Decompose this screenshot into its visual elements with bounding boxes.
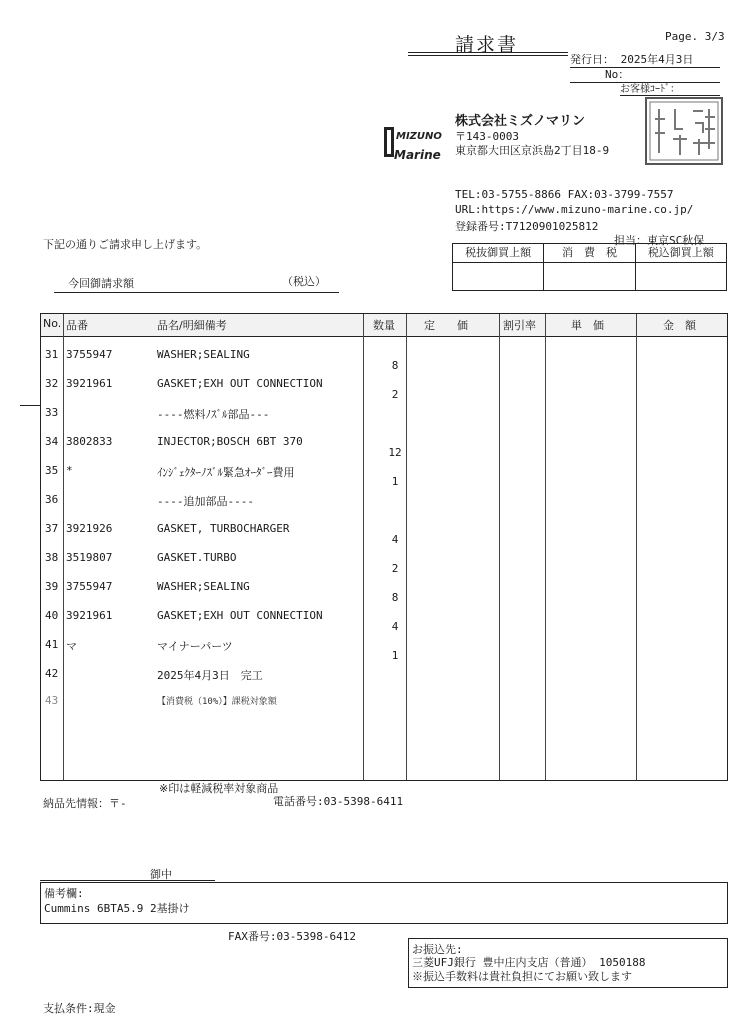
- summary-total-cell: [636, 244, 726, 290]
- delivery-phone: 電話番号:03-5398-6411: [273, 795, 404, 808]
- row-qty: 2: [391, 388, 399, 401]
- customer-code-row: [620, 80, 720, 96]
- row-code: 3921961: [66, 377, 113, 390]
- invoice-amount-underline: [54, 292, 339, 293]
- recipient-underline: [40, 880, 215, 881]
- row-no: 41: [45, 638, 59, 651]
- header-unit-price: 単 価: [571, 319, 604, 332]
- staff-in-charge: 担当：東京SC秋保: [614, 234, 705, 247]
- row-code: 3802833: [66, 435, 113, 448]
- company-tel-fax: TEL:03-5755-8866 FAX:03-3799-7557: [455, 188, 674, 201]
- title-underline-double: [408, 55, 568, 56]
- remarks-box: [40, 882, 728, 924]
- header-list-price: 定 価: [424, 319, 468, 332]
- bank-label: お振込先:: [412, 943, 463, 956]
- row-qty: 1: [391, 475, 399, 488]
- greeting-text: 下記の通りご請求申し上げます。: [43, 238, 208, 251]
- company-logo-icon: [384, 121, 442, 165]
- row-desc: GASKET.TURBO: [157, 551, 237, 564]
- margin-fold-mark: [20, 405, 40, 406]
- table-row: [41, 400, 727, 429]
- logo-text-top: MIZUNO: [396, 131, 442, 142]
- row-desc: GASKET;EXH OUT CONNECTION: [157, 377, 323, 390]
- header-discount: 割引率: [503, 319, 536, 332]
- delivery-fax: FAX番号:03-5398-6412: [228, 930, 356, 943]
- remarks-label: 備考欄:: [44, 887, 84, 900]
- table-header-row: [41, 314, 727, 337]
- row-desc: WASHER;SEALING: [157, 348, 250, 361]
- bank-account: 三菱UFJ銀行 豊中庄内支店（普通） 1050188: [412, 956, 646, 969]
- row-desc: マイナーパーツ: [157, 640, 233, 653]
- summary-tax-cell: [544, 244, 635, 290]
- page-number: Page. 3/3: [665, 30, 725, 43]
- summary-total-header: 税込御買上額: [636, 244, 726, 263]
- company-seal-icon: [645, 97, 723, 165]
- row-qty: 4: [391, 620, 399, 633]
- row-desc: ----追加部品----: [157, 495, 254, 508]
- row-no: 42: [45, 667, 59, 680]
- row-qty: 2: [391, 562, 399, 575]
- summary-tax-header: 消 費 税: [544, 244, 634, 263]
- line-items-table: [40, 313, 728, 781]
- row-no: 35: [45, 464, 59, 477]
- row-desc: GASKET;EXH OUT CONNECTION: [157, 609, 323, 622]
- row-no: 39: [45, 580, 59, 593]
- row-desc: GASKET, TURBOCHARGER: [157, 522, 290, 535]
- logo-text-bottom: Marine: [394, 148, 441, 162]
- row-desc: ｲﾝｼﾞｪｸﾀｰﾉｽﾞﾙ緊急ｵｰﾀﾞｰ費用: [157, 466, 295, 479]
- row-code: 3755947: [66, 348, 113, 361]
- header-amount: 金 額: [663, 319, 696, 332]
- row-no: 37: [45, 522, 59, 535]
- row-code: 3519807: [66, 551, 113, 564]
- row-qty: 4: [391, 533, 399, 546]
- document-title: 請求書: [455, 34, 519, 56]
- table-row: [41, 688, 727, 717]
- row-qty: 12: [388, 446, 402, 459]
- row-no: 31: [45, 348, 59, 361]
- row-desc: WASHER;SEALING: [157, 580, 250, 593]
- row-code: *: [66, 464, 73, 477]
- company-name: 株式会社ミズノマリン: [455, 114, 586, 129]
- row-no: 40: [45, 609, 59, 622]
- table-row: [41, 487, 727, 516]
- row-code: 3921961: [66, 609, 113, 622]
- row-desc: 【消費税（10%）】課税対象額: [157, 697, 277, 707]
- customer-code-label: お客様ｺｰﾄﾞ：: [620, 84, 680, 95]
- row-code: 3755947: [66, 580, 113, 593]
- issue-date-label: 発行日：: [570, 53, 614, 66]
- header-code: 品番: [66, 319, 88, 332]
- title-underline: [408, 52, 568, 53]
- row-qty: 1: [391, 649, 399, 662]
- issue-date: 2025年4月3日: [620, 53, 694, 66]
- row-no: 34: [45, 435, 59, 448]
- bank-transfer-box: [408, 938, 728, 988]
- document-number-label: No：: [605, 68, 630, 81]
- header-no: No.: [43, 317, 62, 330]
- invoice-amount-tax-note: （税込）: [282, 275, 326, 288]
- header-qty: 数量: [373, 319, 395, 332]
- row-no: 33: [45, 406, 59, 419]
- summary-box: [452, 243, 727, 291]
- row-no: 36: [45, 493, 59, 506]
- row-code: マ: [66, 640, 77, 653]
- company-zip: 〒143-0003: [455, 130, 519, 143]
- invoice-amount-label: 今回御請求額: [68, 277, 134, 290]
- row-no: 38: [45, 551, 59, 564]
- row-desc: ----燃料ﾉｽﾞﾙ部品---: [157, 408, 270, 421]
- row-qty: 8: [391, 591, 399, 604]
- company-url: URL:https://www.mizuno-marine.co.jp/: [455, 203, 694, 216]
- delivery-info: 納品先情報：〒-: [43, 797, 127, 810]
- row-desc: INJECTOR;BOSCH 6BT 370: [157, 435, 303, 448]
- company-address: 東京都大田区京浜島2丁目18-9: [455, 144, 610, 157]
- row-code: 3921926: [66, 522, 113, 535]
- row-qty: 8: [391, 359, 399, 372]
- row-desc: 2025年4月3日 完工: [157, 669, 263, 682]
- summary-subtotal-header: 税抜御買上額: [453, 244, 543, 263]
- payment-terms: 支払条件:現金: [43, 1002, 116, 1015]
- remarks-text: Cummins 6BTA5.9 2基掛け: [44, 902, 190, 915]
- company-registration-number: 登録番号:T7120901025812: [455, 220, 599, 233]
- row-no: 43: [45, 694, 59, 707]
- bank-fee-note: ※振込手数料は貴社負担にてお願い致します: [412, 970, 632, 983]
- header-desc: 品名/明細備考: [157, 319, 227, 332]
- table-row: [41, 661, 727, 690]
- recipient-honorific: 御中: [150, 868, 172, 881]
- row-no: 32: [45, 377, 59, 390]
- reduced-tax-note: ※印は軽減税率対象商品: [159, 782, 279, 795]
- summary-subtotal-cell: [453, 244, 544, 290]
